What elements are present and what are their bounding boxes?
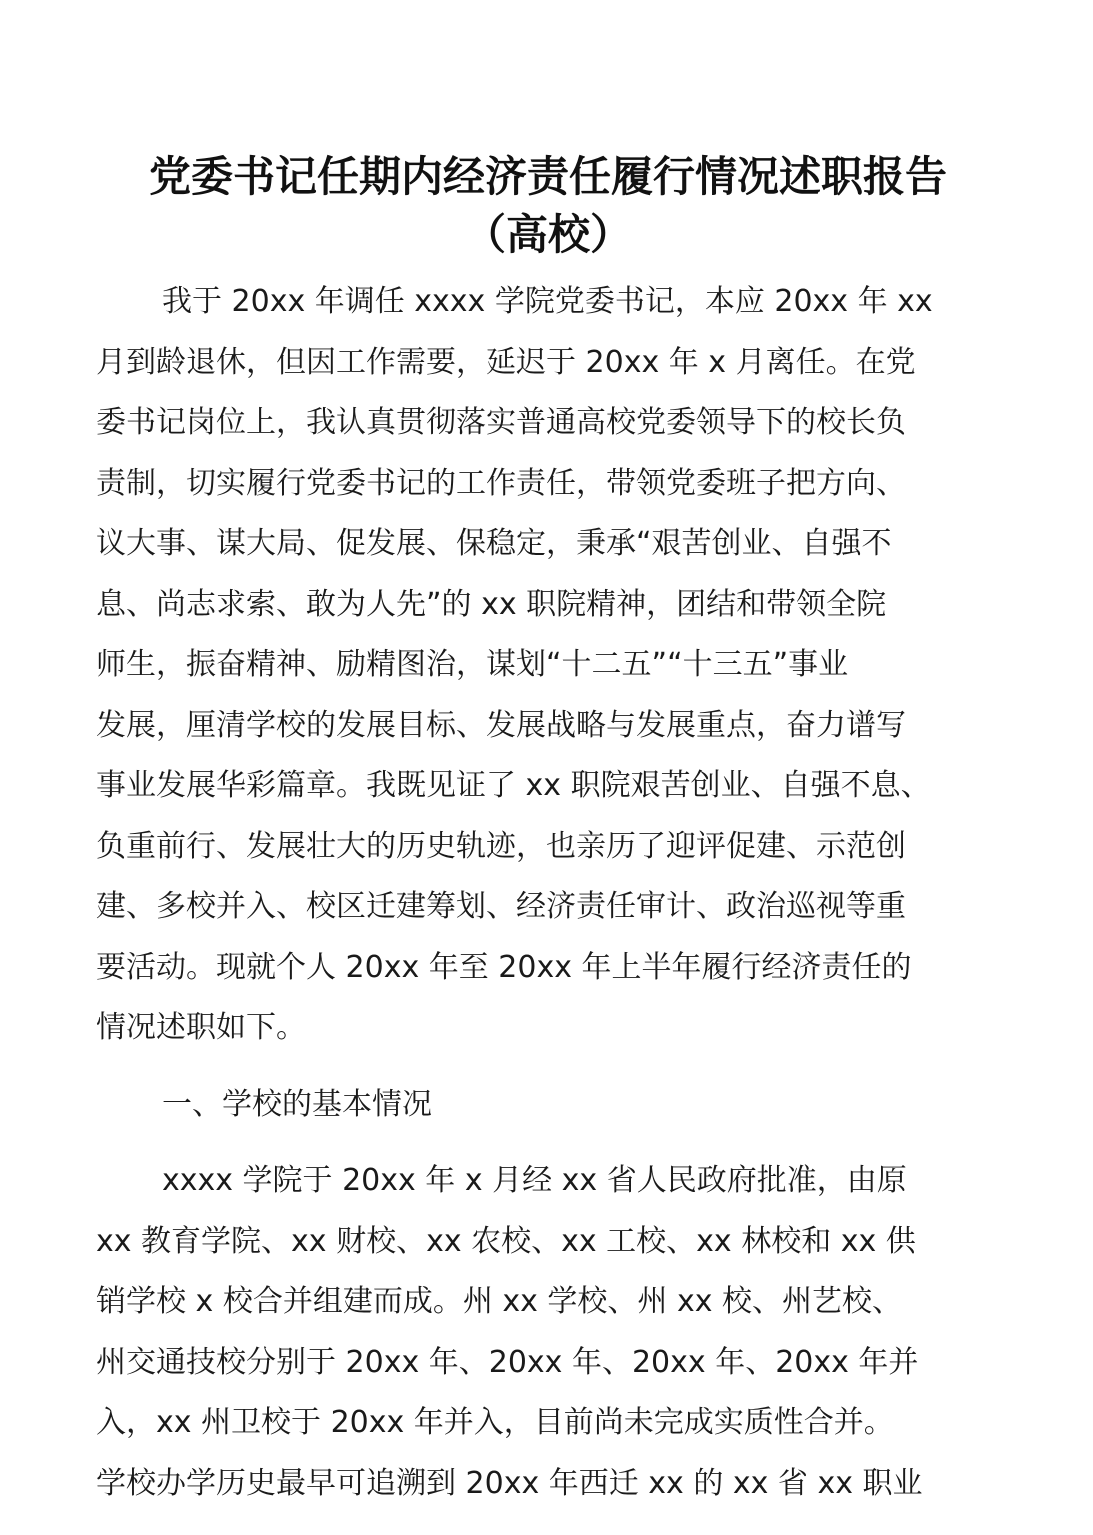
paragraph-line: 责制，切实履行党委书记的工作责任，带领党委班子把方向、 (96, 465, 906, 501)
paragraph-line: 销学校 x 校合并组建而成。州 xx 学校、州 xx 校、州艺校、 (96, 1284, 902, 1319)
title-line: 党委书记任期内经济责任履行情况述职报告 (148, 152, 947, 201)
title-line: （高校） (463, 210, 632, 259)
paragraph-line: 议大事、谋大局、促发展、保稳定，秉承“艰苦创业、自强不 (96, 526, 892, 561)
paragraph-line: 发展，厘清学校的发展目标、发展战略与发展重点，奋力谱写 (96, 707, 906, 743)
paragraph-line: 息、尚志求索、敢为人先”的 xx 职院精神，团结和带领全院 (96, 586, 887, 622)
document-body (96, 272, 1008, 1514)
paragraph-line: 要活动。现就个人 20xx 年至 20xx 年上半年履行经济责任的 (96, 949, 912, 985)
section-heading: 一、学校的基本情况 (162, 1086, 432, 1122)
paragraph-line: 师生，振奋精神、励精图治，谋划“十二五”“十三五”事业 (96, 647, 849, 682)
paragraph-line: 负重前行、发展壮大的历史轨迹，也亲历了迎评促建、示范创 (96, 828, 906, 864)
paragraph-intro (96, 272, 1008, 1059)
paragraph-line: 事业发展华彩篇章。我既见证了 xx 职院艰苦创业、自强不息、 (96, 768, 931, 803)
paragraph-school-overview (96, 1151, 1008, 1514)
paragraph-line: 我于 20xx 年调任 xxxx 学院党委书记，本应 20xx 年 xx (162, 284, 933, 319)
paragraph-line: 州交通技校分别于 20xx 年、20xx 年、20xx 年、20xx 年并 (96, 1344, 919, 1380)
paragraph-line: 学校办学历史最早可追溯到 20xx 年西迁 xx 的 xx 省 xx 职业 (96, 1465, 923, 1501)
paragraph-line: 情况述职如下。 (96, 1010, 306, 1045)
document-title (96, 148, 1000, 264)
paragraph-line: 月到龄退休，但因工作需要，延迟于 20xx 年 x 月离任。在党 (96, 344, 916, 380)
paragraph-line: 委书记岗位上，我认真贯彻落实普通高校党委领导下的校长负 (96, 405, 906, 440)
paragraph-line: 建、多校并入、校区迁建筹划、经济责任审计、政治巡视等重 (96, 889, 906, 924)
paragraph-line: xx 教育学院、xx 财校、xx 农校、xx 工校、xx 林校和 xx 供 (96, 1223, 916, 1259)
paragraph-line: 入，xx 州卫校于 20xx 年并入，目前尚未完成实质性合并。 (96, 1405, 894, 1440)
paragraph-line: xxxx 学院于 20xx 年 x 月经 xx 省人民政府批准，由原 (162, 1163, 907, 1198)
